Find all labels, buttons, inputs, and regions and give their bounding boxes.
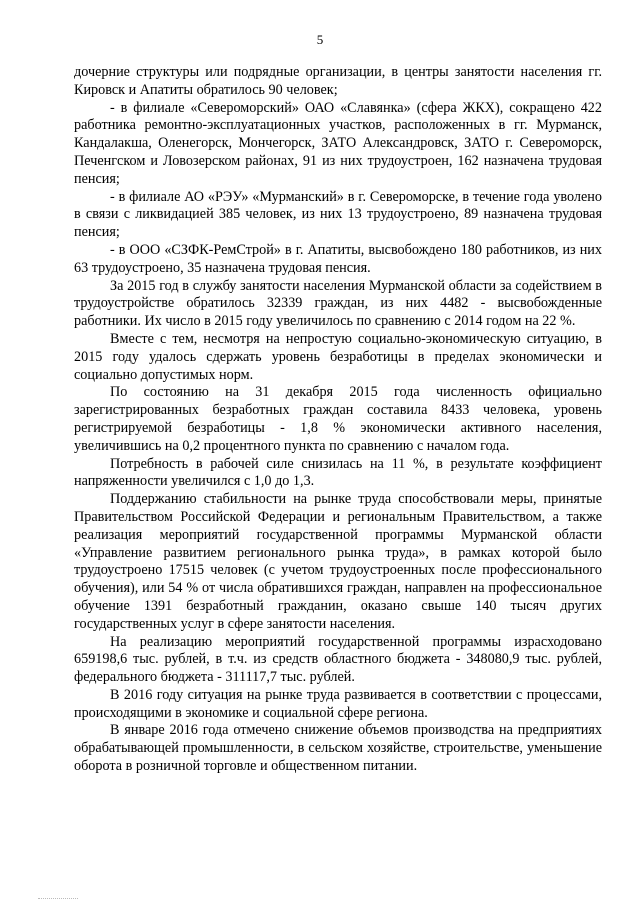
paragraph-szfk-remstroy: - в ООО «СЗФК-РемСтрой» в г. Апатиты, высвобождено 180 работников, из них 63 трудоустроено, 35 назначена трудовая пенсия. bbox=[74, 241, 602, 276]
paragraph-unemployment-level: Вместе с тем, несмотря на непростую социально-экономическую ситуацию, в 2015 году удалось сдержать уровень безработицы в пределах экономически и социально допустимых норм. bbox=[74, 330, 602, 383]
paragraph-labor-demand: Потребность в рабочей силе снизилась на 11 %, в результате коэффициент напряженности увеличился с 1,0 до 1,3. bbox=[74, 455, 602, 490]
paragraph-severomorsky-slavyanka: - в филиале «Североморский» ОАО «Славянка» (сфера ЖКХ), сокращено 422 работника ремонтно-эксплуатационных участков, расположенных в гг. Мурманск, Кандалакша, Оленегорск, Мончегорск, ЗАТО Александровск, ЗАТО г. Североморск, Печенгском и Ловозерском районах, 91 из них трудоустроен, 162 назначена трудовая пенсия; bbox=[74, 99, 602, 187]
document-body bbox=[74, 64, 602, 776]
paragraph-2016-situation: В 2016 году ситуация на рынке труда развивается в соответствии с процессами, происходящими в экономике и социальной сфере региона. bbox=[74, 686, 602, 721]
paragraph-reu-murmansky: - в филиале АО «РЭУ» «Мурманский» в г. Североморске, в течение года уволено в связи с ликвидацией 385 человек, из них 13 трудоустроено, 89 назначена трудовая пенсия; bbox=[74, 188, 602, 241]
paragraph-2015-applicants: За 2015 год в службу занятости населения Мурманской области за содействием в трудоустройстве обратилось 32339 граждан, из них 4482 - высвобожденные работники. Их число в 2015 году увеличилось по сравнению с 2014 годом на 22 %. bbox=[74, 277, 602, 330]
page-number: 5 bbox=[316, 32, 324, 47]
paragraph-program-spending: На реализацию мероприятий государственной программы израсходовано 659198,6 тыс. рублей, в т.ч. из средств областного бюджета - 348080,9 тыс. рублей, федерального бюджета - 311117,7 тыс. рублей. bbox=[74, 633, 602, 686]
paragraph-january-2016: В январе 2016 года отмечено снижение объемов производства на предприятиях обрабатывающей промышленности, в сельском хозяйстве, строительстве, уменьшение оборота в розничной торговле и общественном питании. bbox=[74, 722, 602, 775]
paragraph-continuation: дочерние структуры или подрядные организации, в центры занятости населения гг. Кировск и Апатиты обратилось 90 человек; bbox=[74, 64, 602, 98]
paragraph-registered-unemployed: По состоянию на 31 декабря 2015 года численность официально зарегистрированных безработных граждан составила 8433 человека, уровень регистрируемой безработицы - 1,8 % экономически активного населения, увеличившись на 0,2 процентного пункта по сравнению с началом года. bbox=[74, 384, 602, 454]
paragraph-support-measures: Поддержанию стабильности на рынке труда способствовали меры, принятые Правительством Российской Федерации и региональным Правительством, а также реализация мероприятий государственной программы Мурманской области «Управление развитием регионального рынка труда», в рамках которой было трудоустроено 17515 человек (с учетом трудоустроенных после профессионального обучения), или 54 % от числа обратившихся граждан, направлен на профессиональное обучение 1391 безработный гражданин, оказано свыше 140 тысяч других государственных услуг в сфере занятости населения. bbox=[74, 491, 602, 632]
footer-dotted-mark bbox=[38, 898, 78, 899]
